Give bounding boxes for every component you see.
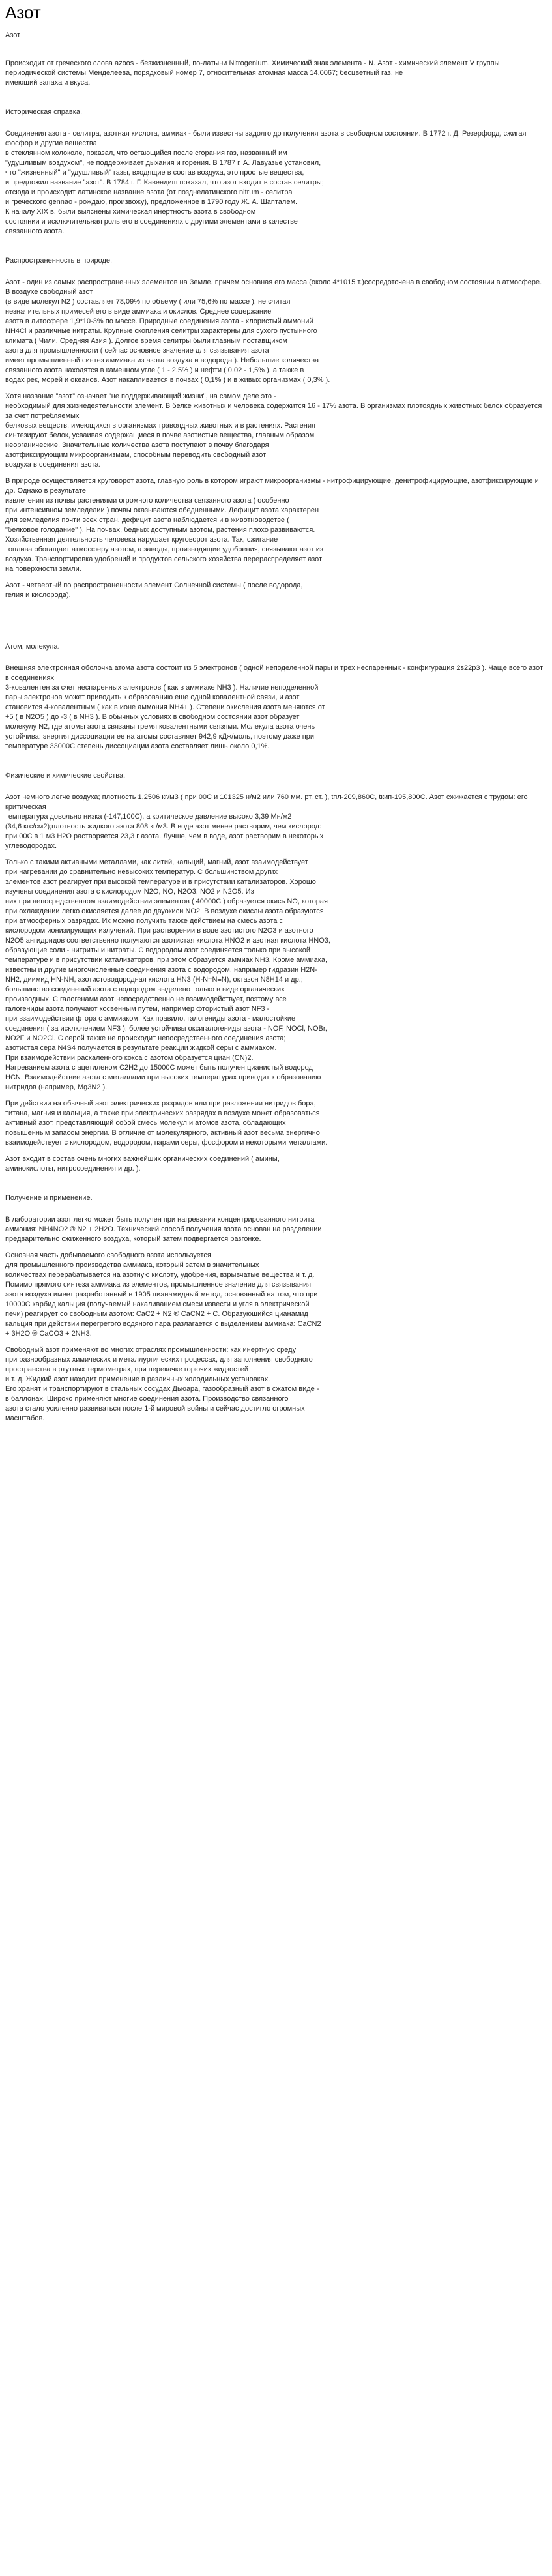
properties-paragraph-4: Азот входит в состав очень многих важнейших органических соединений ( амины, аминокислоты, нитросоединения и др. ). [5,1155,280,1173]
properties-paragraph-3: При действии на обычный азот электрических разрядов или при разложении нитридов бора, титана, магния и кальция, а также при электрических разрядах в воздухе может образоваться активный азот, представляющий собой смесь молекул и атомов азота, обладающих повышенным запасом энергии. В отличие от молекулярного, активный азот весьма энергично взаимодействует с кислородом, водородом, парами серы, фосфором и некоторыми металлами. [5,1100,328,1147]
distribution-paragraph-1: Азот - один из самых распространенных элементов на Земле, причем основная его масса (около 4*1015 т.)сосредоточена в свободном состоянии в атмосфере. В воздухе свободный азот (в виде молекул N2 ) составляет 78,09% по объему ( или 75,6% по массе ), не считая незначительных примесей его в виде аммиака и окислов. Среднее содержание азота в литосфере 1,9*10-3% по массе. Природные соединения азота - хлористый аммоний NH4Cl и различные нитраты. Крупные скопления селитры характерны для сухого пустынного климата ( Чили, Средняя Азия ). Долгое время селитры были главным поставщиком азота для промышленности ( сейчас основное значение для связывания азота имеет промышленный синтез аммиака из азота воздуха и водорода ). Небольшие количества связанного азота находятся в каменном угле ( 1 - 2,5% ) и нефти ( 0,02 - 1,5% ), а также в водах рек, морей и океанов. Азот накапливается в почвах ( 0,1% ) и в живых организмах ( 0,3% ). [5,278,542,384]
page-title: Азот [5,3,547,27]
intro-paragraph: Происходит от греческого слова azoos - безжизненный, по-латыни Nitrogenium. Химический знак элемента - N. Азот - химический элемент V группы периодической системы Менделеева, порядковый номер 7, относительная атомная масса 14,0067; бесцветный газ, не имеющий запаха и вкуса. [5,59,500,87]
production-heading: Получение и применение. [5,1194,93,1202]
properties-paragraph-1: Азот немного легче воздуха; плотность 1,2506 кг/м3 ( при 00С и 101325 н/м2 или 760 мм. рт. ст. ), tпл-209,860С, tкип-195,800С. Азот сжижается с трудом: его критическая температура довольно низка (-147,100С), а критическое давление высоко 3,39 Мн/м2 (34,6 кгс/см2);плотность жидкого азота 808 кг/м3. В воде азот менее растворим, чем кислород: при 00С в 1 м3 Н2О растворяется 23,3 г азота. Лучше, чем в воде, азот растворим в некоторых углеводородах. [5,793,528,850]
production-paragraph-1: В лаборатории азот легко может быть получен при нагревании концентрированного нитрита аммония: NH4NO2 ® N2 + 2H2O. Технический способ получения азота основан на разделении предварительно сжиженного воздуха, который затем подвергается разгонке. [5,1216,322,1243]
production-paragraph-3: Свободный азот применяют во многих отраслях промышленности: как инертную среду при разнообразных химических и металлургических процессах, для заполнения свободного пространства в ртутных термометрах, при перекачке горючих жидкостей и т. д. Жидкий азот находит применение в различных холодильных установках. Его хранят и транспортируют в стальных сосудах Дьюара, газообразный азот в сжатом виде - в баллонах. Широко применяют многие соединения азота. Производство связанного азота стало усиленно развиваться после 1-й мировой войны и сейчас достигло огромных масштабов. [5,1346,319,1422]
distribution-paragraph-2: Хотя название "азот" означает "не поддерживающий жизни", на самом деле это - необходимый для жизнедеятельности элемент. В белке животных и человека содержится 16 - 17% азота. В организмах плотоядных животных белок образуется за счет потребляемых белковых веществ, имеющихся в организмах травоядных животных и в растениях. Растения синтезируют белок, усваивая содержащиеся в почве азотистые вещества, главным образом неорганические. Значительные количества азота поступают в почву благодаря азотфиксирующим микроорганизмам, способным переводить свободный азот воздуха в соединения азота. [5,392,542,469]
atom-heading: Атом, молекула. [5,643,60,651]
distribution-paragraph-3: В природе осуществляется круговорот азота, главную роль в котором играют микроорганизмы - нитрофицирующие, денитрофицирующие, азотфиксирующие и др. Однако в результате извлечения из почвы растениями огромного количества связанного азота ( особенно при интенсивном земледелии ) почвы оказываются обедненными. Дефицит азота характерен для земледелия почти всех стран, дефицит азота наблюдается и в животноводстве ( "белковое голодание" ). На почвах, бедных доступным азотом, растения плохо развиваются. Хозяйственная деятельность человека нарушает круговорот азота. Так, сжигание топлива обогащает атмосферу азотом, а заводы, производящие удобрения, связывают азот из воздуха. Транспортировка удобрений и продуктов сельского хозяйства перераспределяет азот на поверхности земли. [5,477,539,573]
atom-paragraph: Внешняя электронная оболочка атома азота состоит из 5 электронов ( одной неподеленной пары и трех неспаренных - конфигурация 2s22p3 ). Чаще всего азот в соединениях 3-ковалентен за счет неспаренных электронов ( как в аммиаке NH3 ). Наличие неподеленной пары электронов может приводить к образованию еще одной ковалентной связи, и азот становится 4-ковалентным ( как в ионе аммония NH4+ ). Степени окисления азота меняются от +5 ( в N2O5 ) до -3 ( в NH3 ). В обычных условиях в свободном состоянии азот образует молекулу N2, где атомы азота связаны тремя ковалентными связями. Молекула азота очень устойчива: энергия диссоциации ее на атомы составляет 942,9 кДж/моль, поэтому даже при температуре 33000С степень диссоциации азота составляет лишь около 0,1%. [5,664,543,750]
page-subtitle: Азот [5,31,21,39]
production-paragraph-2: Основная часть добываемого свободного азота используется для промышленного производства аммиака, который затем в значительных количествах перерабатывается на азотную кислоту, удобрения, взрывчатые вещества и т. д. Помимо прямого синтеза аммиака из элементов, промышленное значение для связывания азота воздуха имеет разработанный в 1905 цианамидный метод, основанный на том, что при 10000С карбид кальция (получаемый накаливанием смеси извести и угля в электрической печи) реагирует со свободным азотом: CaC2 + N2 ® CaCN2 + C. Образующийся цианамид кальция при действии перегретого водяного пара разлагается с выделением аммиака: CaCN2 + 3H2O ® CaCO3 + 2NH3. [5,1251,321,1338]
history-paragraph: Соединения азота - селитра, азотная кислота, аммиак - были известны задолго до получения азота в свободном состоянии. В 1772 г. Д. Резерфорд, сжигая фосфор и другие вещества в стеклянном колоколе, показал, что остающийся после сгорания газ, названный им "удушливым воздухом", не поддерживает дыхания и горения. В 1787 г. А. Лавуазье установил, что "жизненный" и "удушливый" газы, входящие в состав воздуха, это простые вещества, и предложил название "азот". В 1784 г. Г. Кавендиш показал, что азот входит в состав селитры; отсюда и происходит латинское название азота (от позднелатинского nitrum - селитра и греческого gennao - рождаю, произвожу), предложенное в 1790 году Ж. А. Шапталем. К началу XIX в. были выяснены химическая инертность азота в свободном состоянии и исключительная роль его в соединениях с другими элементами в качестве связанного азота. [5,130,527,235]
distribution-paragraph-4: Азот - четвертый по распространенности элемент Солнечной системы ( после водорода, гелия и кислорода). [5,581,303,599]
distribution-heading: Распространенность в природе. [5,257,113,265]
history-heading: Историческая справка. [5,108,82,116]
properties-paragraph-2: Только с такими активными металлами, как литий, кальций, магний, азот взаимодействует при нагревании до сравнительно невысоких температур. С большинством других элементов азот реагирует при высокой температуре и в присутствии катализаторов. Хорошо изучены соединения азота с кислородом N2O, NO, N2O3, NO2 и N2O5. Из них при непосредственном взаимодействии элементов ( 40000С ) образуется окись NO, которая при охлаждении легко окисляется далее до двуокиси NO2. В воздухе окислы азота образуются при атмосферных разрядах. Их можно получить также действием на смесь азота с кислородом ионизирующих излучений. При растворении в воде азотистого N2O3 и азотного N2O5 ангидридов соответственно получаются азотистая кислота HNO2 и азотная кислота HNO3, образующие соли - нитриты и нитраты. С водородом азот соединяется только при высокой температуре и в присутствии катализаторов, при этом образуется аммиак NH3. Кроме аммиака, известны и другие многочисленные соединения азота с водородом, например гидразин H2N- NH2, диимид HN-NH, азотистоводородная кислота HN3 (H-N=N≡N), октазон N8H14 и др.; большинство соединений азота с водородом выделено только в виде органических производных. С галогенами азот непосредственно не взаимодействует, поэтому все галогениды азота получают косвенным путем, например фтористый азот NF3 - при взаимодействии фтора с аммиаком. Как правило, галогениды азота - малостойкие соединения ( за исключением NF3 ); более устойчивы оксигалогениды азота - NOF, NOCl, NOBr, NO2F и NO2Cl. С серой также не происходит непосредственного соединения азота; азотистая сера N4S4 получается в результате реакции жидкой серы с аммиаком. При взаимодействии раскаленного кокса с азотом образуется циан (CN)2. Нагреванием азота с ацетиленом C2H2 до 15000С может быть получен цианистый водород HCN. Взаимодействие азота с металлами при высоких температурах приводит к образованию нитридов (например, Mg3N2 ). [5,858,330,1091]
properties-heading: Физические и химические свойства. [5,772,126,780]
